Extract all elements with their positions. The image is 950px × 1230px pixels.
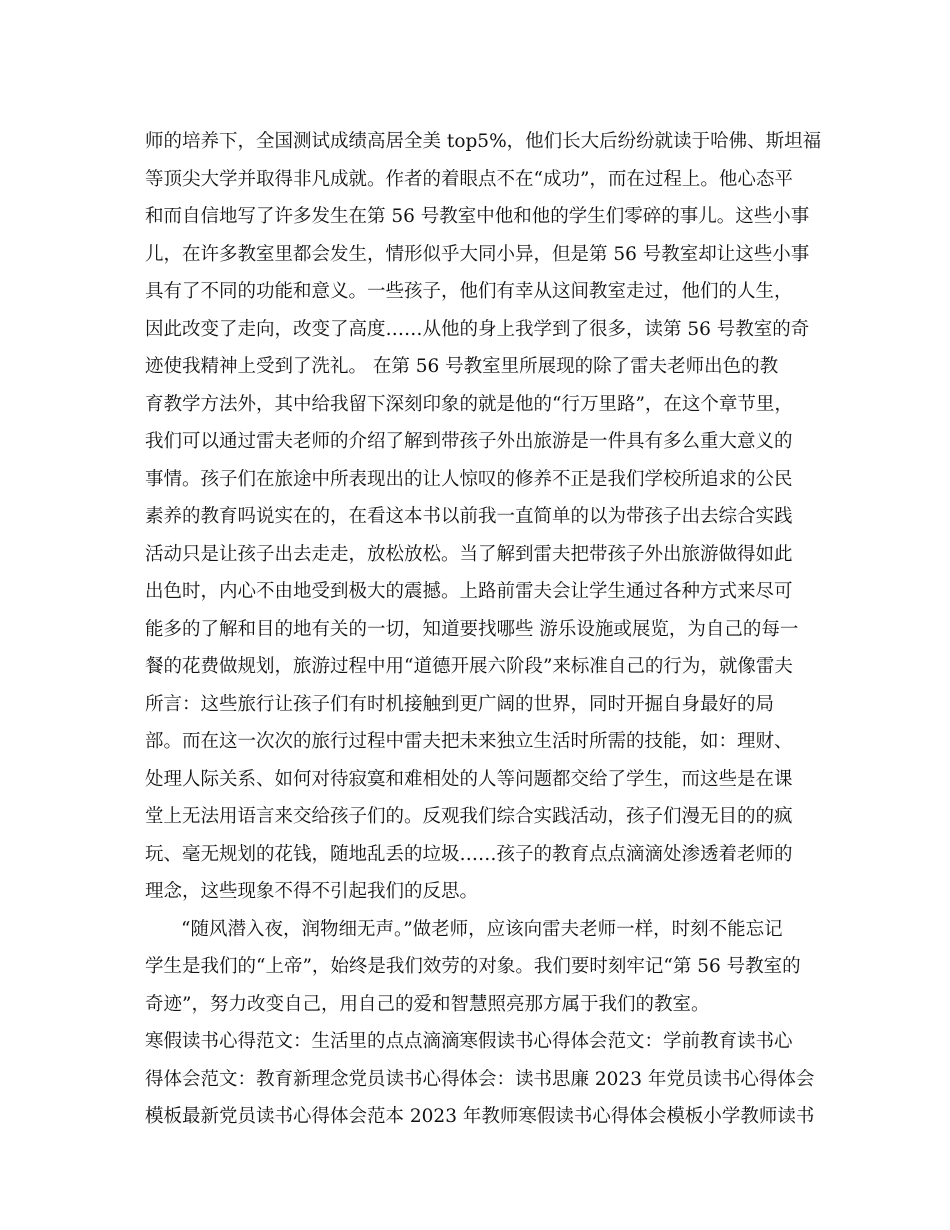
text-line: 素养的教育吗说实在的，在看这本书以前我一直简单的以为带孩子出去综合实践 [145,506,793,527]
text-line: 玩、毫无规划的花钱，随地乱丢的垃圾……孩子的教育点点滴滴处渗透着老师的 [145,844,793,865]
text-line: 得体会范文：教育新理念党员读书心得体会：读书思廉 2023 年党员读书心得体会 [145,1069,815,1090]
text-line: 处理人际关系、如何对待寂寞和难相处的人等问题都交给了学生，而这些是在课 [145,769,793,790]
text-line: 和而自信地写了许多发生在第 56 号教室中他和他的学生们零碎的事儿。这些小事 [145,206,810,227]
text-line: 理念，这些现象不得不引起我们的反思。 [145,881,479,902]
text-line: 等顶尖大学并取得非凡成就。作者的着眼点不在“成功”，而在过程上。他心态平 [145,169,793,190]
text-line: 因此改变了走向，改变了高度……从他的身上我学到了很多，读第 56 号教室的奇 [145,319,810,340]
text-line: 堂上无法用语言来交给孩子们的。反观我们综合实践活动，孩子们漫无目的的疯 [145,806,793,827]
text-line: 事情。孩子们在旅途中所表现出的让人惊叹的修养不正是我们学校所追求的公民 [145,469,793,490]
text-line: 能多的了解和目的地有关的一切，知道要找哪些 游乐设施或展览，为自己的每一 [145,619,799,640]
text-line: 出色时，内心不由地受到极大的震撼。上路前雷夫会让学生通过各种方式来尽可 [145,581,793,602]
text-line: 学生是我们的“上帝”，始终是我们效劳的对象。我们要时刻牢记“第 56 号教室的 [145,956,801,977]
text-line: 迹使我精神上受到了洗礼。 在第 56 号教室里所展现的除了雷夫老师出色的教 [145,356,779,377]
text-line: 育教学方法外，其中给我留下深刻印象的就是他的“行万里路”，在这个章节里， [145,394,793,415]
text-line: 寒假读书心得范文：生活里的点点滴滴寒假读书心得体会范文：学前教育读书心 [145,1031,793,1052]
text-line: 具有了不同的功能和意义。一些孩子，他们有幸从这间教室走过，他们的人生， [145,281,793,302]
text-line: 模板最新党员读书心得体会范本 2023 年教师寒假读书心得体会模板小学教师读书 [145,1106,815,1127]
text-line: “随风潜入夜，润物细无声。”做老师，应该向雷夫老师一样，时刻不能忘记 [181,919,783,940]
text-line: 奇迹”，努力改变自己，用自己的爱和智慧照亮那方属于我们的教室。 [145,994,710,1015]
text-line: 所言：这些旅行让孩子们有时机接触到更广阔的世界，同时开掘自身最好的局 [145,694,775,715]
text-line: 活动只是让孩子出去走走，放松放松。当了解到雷夫把带孩子外出旅游做得如此 [145,544,793,565]
text-line: 儿，在许多教室里都会发生，情形似乎大同小异，但是第 56 号教室却让这些小事 [145,244,810,265]
text-line: 部。而在这一次次的旅行过程中雷夫把未来独立生活时所需的技能，如：理财、 [145,731,793,752]
text-line: 师的培养下，全国测试成绩高居全美 top5%，他们长大后纷纷就读于哈佛、斯坦福 [145,131,822,152]
text-line: 餐的花费做规划，旅游过程中用“道德开展六阶段”来标准自己的行为，就像雷夫 [145,656,793,677]
text-line: 我们可以通过雷夫老师的介绍了解到带孩子外出旅游是一件具有多么重大意义的 [145,431,793,452]
